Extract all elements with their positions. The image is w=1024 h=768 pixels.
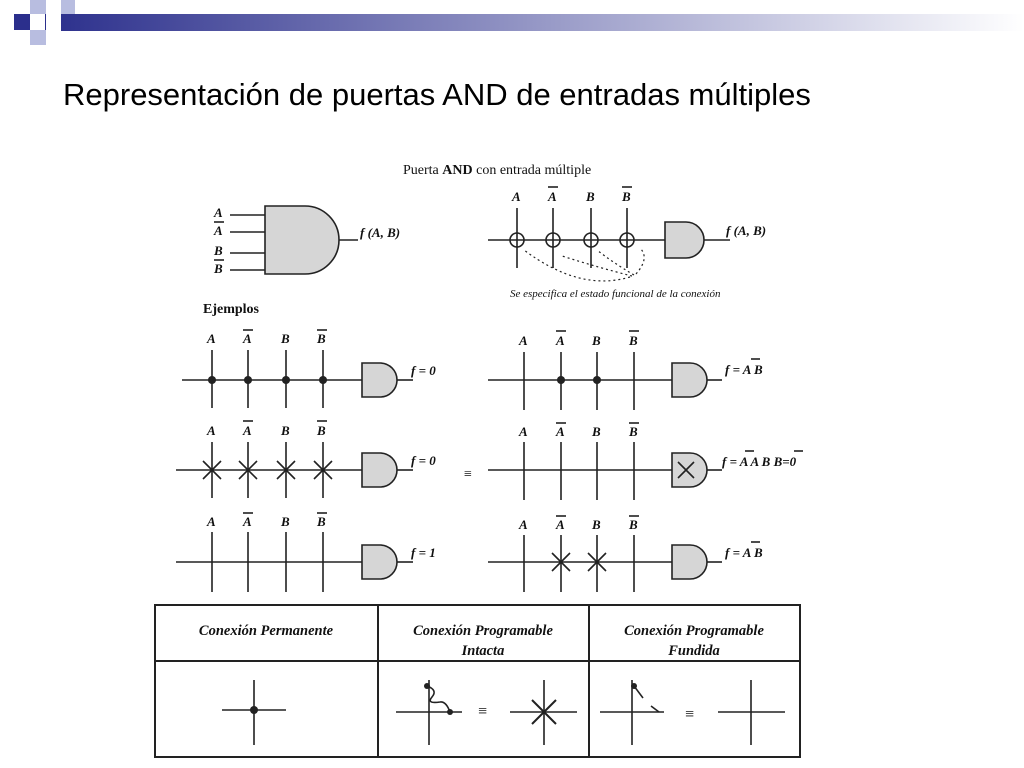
svg-text:B: B: [281, 514, 290, 529]
svg-text:B: B: [629, 517, 638, 532]
svg-text:A: A: [519, 517, 528, 532]
right-multi-input-gate: [488, 187, 730, 281]
row3-left-output: f = 1: [411, 545, 436, 560]
row2-equivalence-sign: ≡: [464, 467, 472, 482]
row3-left-labels: [206, 514, 326, 529]
svg-text:A: A: [556, 333, 565, 348]
svg-text:A: A: [243, 423, 252, 438]
svg-text:A: A: [207, 331, 216, 346]
row3-right-labels: [518, 517, 638, 532]
multi-input-title: Puerta AND con entrada múltiple: [403, 163, 592, 178]
row3-right-output: f = A B: [725, 545, 763, 560]
row2-left-labels: [206, 423, 326, 438]
svg-text:A: A: [243, 514, 252, 529]
svg-text:A: A: [207, 423, 216, 438]
example-row-3: [176, 513, 760, 592]
svg-text:B: B: [281, 331, 290, 346]
svg-text:B: B: [629, 424, 638, 439]
header-programmable-intact: Conexión Programable: [413, 623, 553, 639]
svg-text:B: B: [281, 423, 290, 438]
slide-title: Representación de puertas AND de entradas múltiples: [63, 77, 811, 112]
svg-text:A: A: [243, 331, 252, 346]
svg-text:A: A: [519, 333, 528, 348]
left-gate-input-labels: [213, 205, 223, 276]
blown-equivalence-sign: ≡: [685, 706, 695, 723]
svg-text:B: B: [622, 189, 631, 204]
svg-text:B: B: [214, 261, 223, 276]
svg-text:A: A: [214, 223, 223, 238]
left-gate-output-label: f (A, B): [360, 225, 401, 240]
row1-right-output: f = A B: [725, 362, 763, 377]
svg-text:B: B: [592, 333, 601, 348]
svg-text:B: B: [586, 189, 595, 204]
header-programmable-blown: Conexión Programable: [624, 623, 764, 639]
svg-text:A: A: [512, 189, 521, 204]
examples-label: Ejemplos: [203, 302, 259, 317]
intact-equivalence-sign: ≡: [478, 703, 488, 720]
svg-text:B: B: [317, 423, 326, 438]
row1-right-labels: [518, 333, 638, 348]
svg-text:B: B: [592, 424, 601, 439]
function-state-note: Se especifica el estado funcional de la conexión: [510, 288, 721, 300]
example-row-1: [182, 330, 760, 410]
header-permanent: Conexión Permanente: [198, 623, 334, 639]
subheader-intact: Intacta: [461, 643, 505, 659]
right-gate-output-label: f (A, B): [726, 223, 767, 238]
row2-left-output: f = 0: [411, 453, 436, 468]
svg-text:B: B: [317, 514, 326, 529]
svg-text:A: A: [519, 424, 528, 439]
svg-text:B: B: [629, 333, 638, 348]
svg-text:B: B: [214, 243, 223, 258]
svg-text:B: B: [317, 331, 326, 346]
svg-text:B: B: [592, 517, 601, 532]
row1-left-labels: [206, 331, 326, 346]
row1-left-output: f = 0: [411, 363, 436, 378]
svg-text:A: A: [214, 205, 223, 220]
subheader-blown: Fundida: [668, 643, 720, 659]
row2-right-labels: [518, 424, 638, 439]
left-multi-input-gate: [214, 206, 358, 274]
svg-text:A: A: [556, 517, 565, 532]
row2-right-output: f = A A B B=0: [722, 454, 797, 469]
svg-text:A: A: [207, 514, 216, 529]
svg-text:A: A: [548, 189, 557, 204]
top-input-labels: [511, 189, 631, 204]
example-row-2: [176, 421, 803, 500]
svg-text:A: A: [556, 424, 565, 439]
